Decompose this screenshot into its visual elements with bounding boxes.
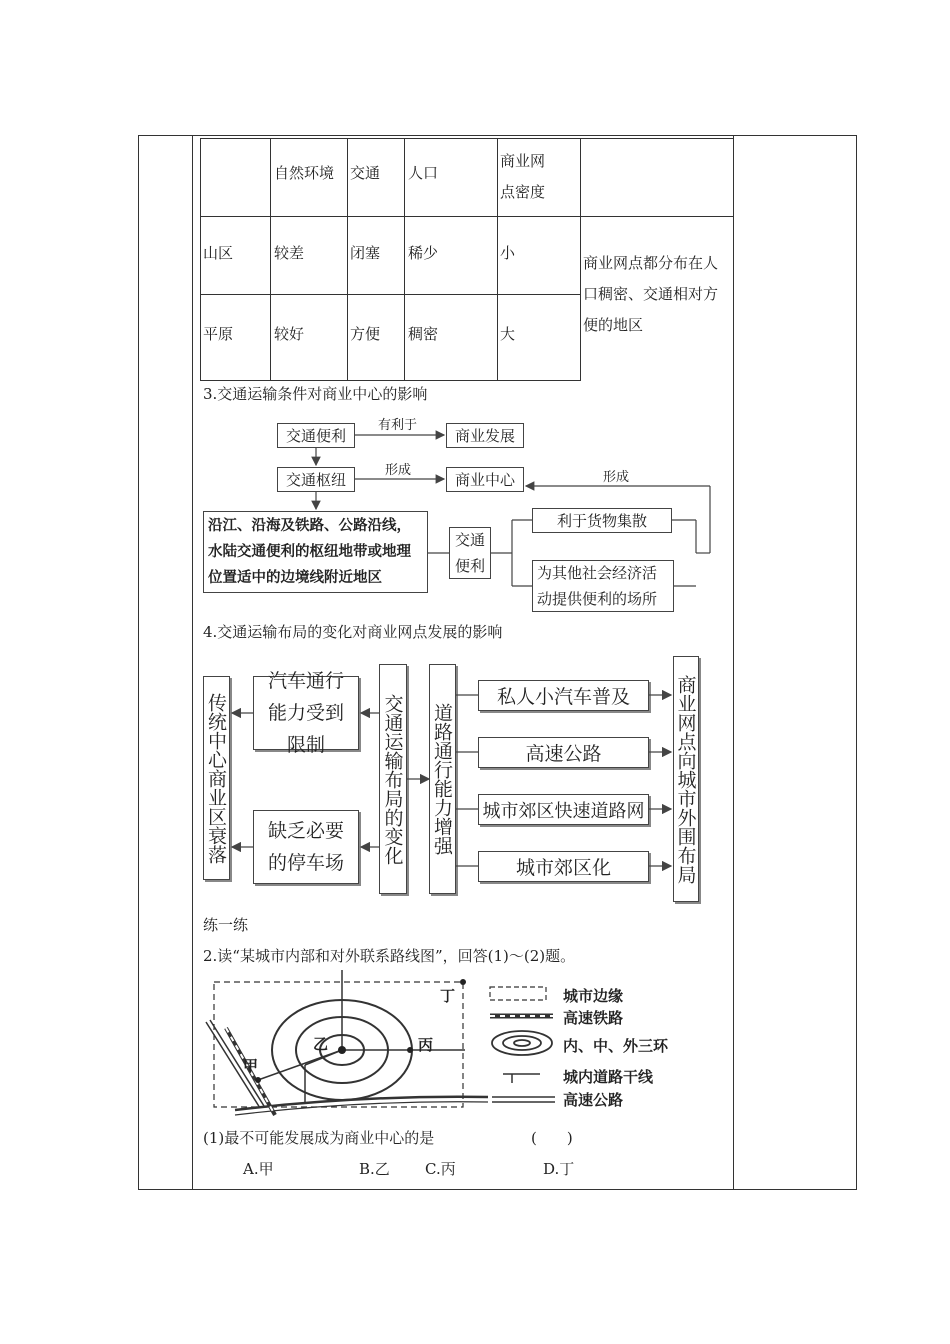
header-pop: 人口 — [408, 164, 439, 182]
header-density: 商业网 点密度 — [500, 152, 546, 201]
label-form1: 形成 — [385, 463, 412, 478]
section4-title: 4.交通运输布局的变化对商业网点发展的影响 — [203, 623, 503, 641]
box-commerce-dev: 商业发展 — [446, 423, 524, 448]
box-traditional: 传统中心商业区衰落 — [203, 676, 230, 880]
row1-region: 山区 — [203, 244, 234, 262]
row1-env: 较差 — [274, 244, 305, 262]
box-suburbanization: 城市郊区化 — [478, 851, 649, 882]
option-c: C.丙 — [425, 1160, 456, 1178]
map-label-bing: 丙 — [418, 1036, 434, 1054]
box-traffic-convenient-2: 交通 便利 — [449, 527, 491, 579]
practice-question: 2.读“某城市内部和对外联系路线图”，回答(1)～(2)题。 — [203, 947, 576, 965]
row1-density: 小 — [500, 244, 516, 262]
legend-trunk-roads: 城内道路干线 — [563, 1068, 654, 1086]
box-traffic-convenient: 交通便利 — [277, 423, 355, 448]
box-locations: 沿江、沿海及铁路、公路沿线，水陆交通便利的枢纽地带或地理位置适中的边境线附近地区 — [203, 511, 428, 593]
row2-density: 大 — [500, 325, 516, 343]
map-label-yi: 乙 — [313, 1035, 329, 1053]
box-commerce-center: 商业中心 — [446, 467, 524, 492]
label-form2: 形成 — [603, 470, 630, 485]
option-d: D.丁 — [543, 1160, 575, 1178]
box-parking: 缺乏必要的停车场 — [253, 810, 359, 884]
box-goods: 利于货物集散 — [532, 508, 672, 533]
header-traffic: 交通 — [350, 164, 381, 182]
box-outward: 商业网点向城市外围布局 — [673, 656, 699, 902]
box-private-car: 私人小汽车普及 — [478, 680, 649, 711]
box-layout-change: 交通运输布局的变化 — [379, 664, 407, 894]
question-1: (1)最不可能发展成为商业中心的是 — [203, 1129, 435, 1147]
row2-env: 较好 — [274, 325, 305, 343]
box-road-capacity: 道路通行能力增强 — [429, 664, 456, 894]
section3-title: 3.交通运输条件对商业中心的影响 — [203, 385, 428, 403]
question-1-answer-paren: ( ) — [531, 1129, 573, 1147]
row1-traffic: 闭塞 — [350, 244, 381, 262]
box-highway: 高速公路 — [478, 737, 649, 768]
table-summary: 商业网点都分布在人口稠密、交通相对方便的地区 — [583, 254, 719, 334]
row2-region: 平原 — [203, 325, 234, 343]
box-suburb-road: 城市郊区快速道路网 — [478, 794, 649, 825]
row2-pop: 稠密 — [408, 325, 439, 343]
option-b: B.乙 — [359, 1160, 390, 1178]
practice-heading: 练一练 — [203, 916, 249, 934]
legend-ring-roads: 内、中、外三环 — [563, 1037, 669, 1055]
legend-expressway: 高速公路 — [563, 1091, 624, 1109]
header-env: 自然环境 — [274, 164, 335, 182]
option-a: A.甲 — [243, 1160, 274, 1178]
row2-traffic: 方便 — [350, 325, 381, 343]
legend-city-edge: 城市边缘 — [563, 987, 624, 1005]
legend-high-speed-rail: 高速铁路 — [563, 1009, 624, 1027]
box-hub: 交通枢纽 — [277, 467, 355, 492]
box-car-limit: 汽车通行能力受到限制 — [253, 676, 359, 750]
label-beneficial: 有利于 — [378, 418, 418, 433]
map-label-ding: 丁 — [440, 987, 456, 1005]
map-label-jia: 甲 — [243, 1057, 259, 1075]
box-other: 为其他社会经济活动提供便利的场所 — [532, 560, 674, 612]
row1-pop: 稀少 — [408, 244, 439, 262]
